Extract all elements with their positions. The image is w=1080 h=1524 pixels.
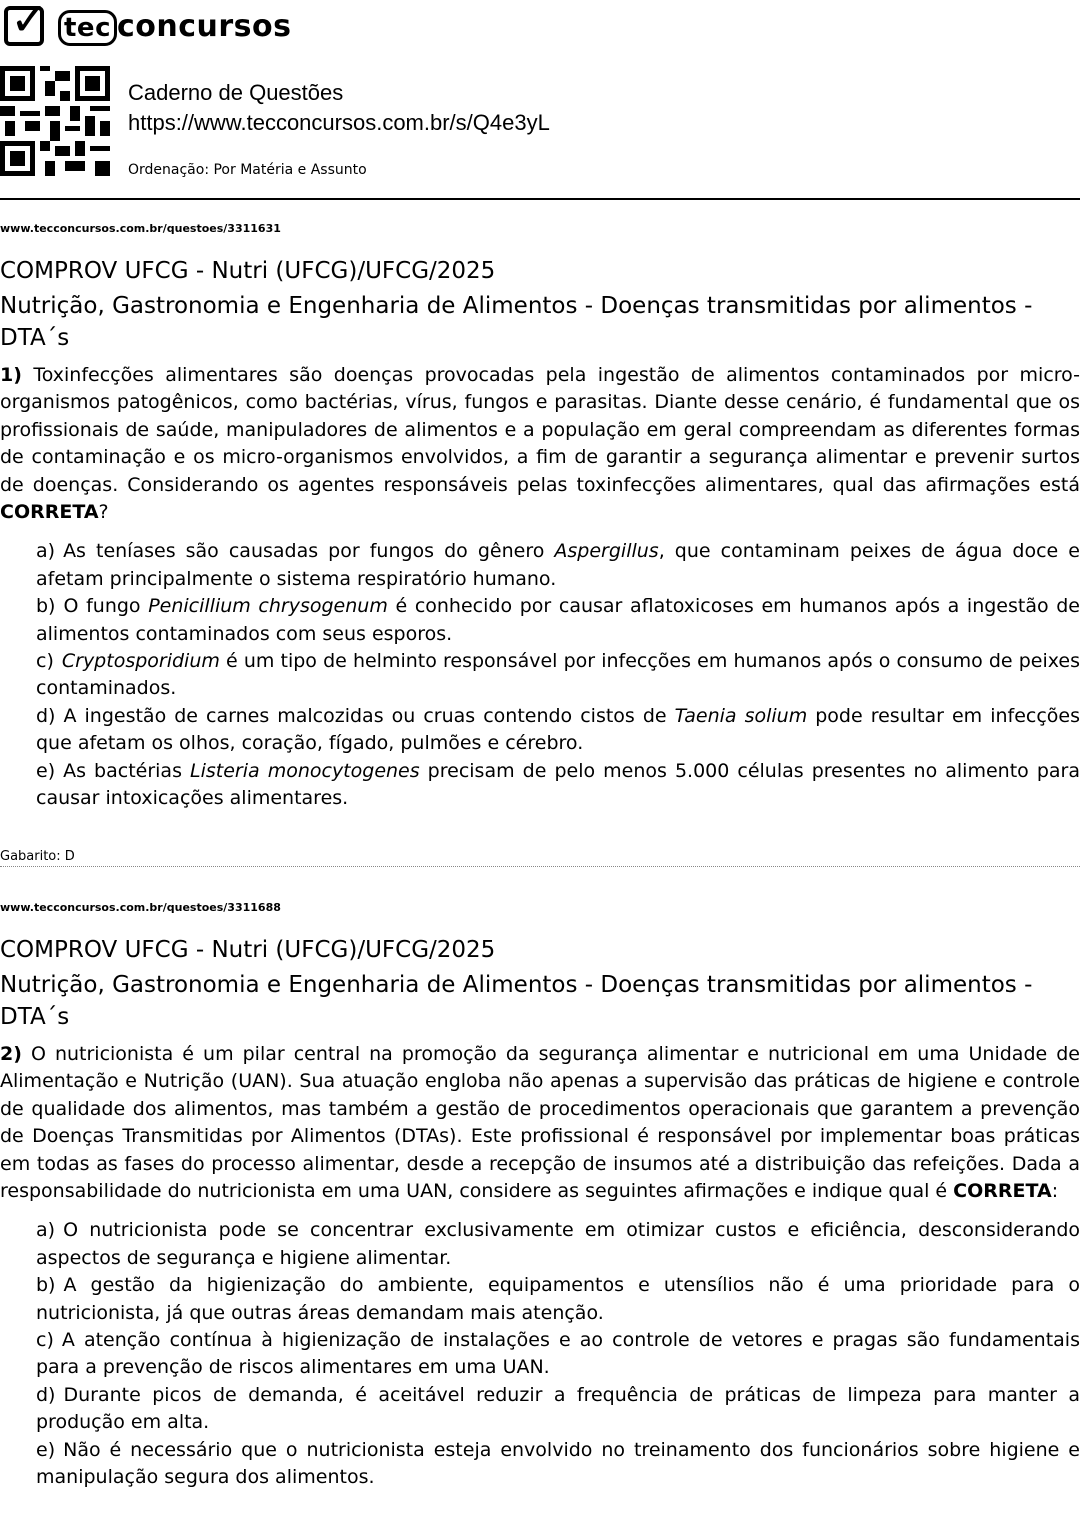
question-url[interactable]: www.tecconcursos.com.br/questoes/3311631 xyxy=(0,222,281,235)
answer-options xyxy=(36,1217,1080,1491)
answer-key: Gabarito: D xyxy=(0,849,1080,867)
option-b[interactable]: b) O fungo Penicillium chrysogenum é conhecido por causar aflatoxicoses em humanos após a ingestão de alimentos contaminados com seus esporos. xyxy=(36,595,1080,645)
option-a[interactable]: a) O nutricionista pode se concentrar exclusivamente em otimizar custos e eficiência, desconsiderando aspectos de segurança e higiene alimentar. xyxy=(36,1219,1080,1269)
option-d[interactable]: d) A ingestão de carnes malcozidas ou cruas contendo cistos de Taenia solium pode resultar em infecções que afetam os olhos, coração, fígado, pulmões e cérebro. xyxy=(36,704,1080,755)
notebook-title: Caderno de Questões xyxy=(128,80,344,105)
answer-options xyxy=(36,538,1080,812)
option-c[interactable]: c) Cryptosporidium é um tipo de helminto responsável por infecções em humanos após o consumo de peixes contaminados. xyxy=(36,650,1080,700)
option-e[interactable]: e) As bactérias Listeria monocytogenes precisam de pelo menos 5.000 células presentes no alimento para causar intoxicações alimentares. xyxy=(36,759,1080,810)
option-e[interactable]: e) Não é necessário que o nutricionista esteja envolvido no treinamento dos funcionários sobre higiene e manipulação segura dos alimentos. xyxy=(36,1438,1080,1489)
question-exam: COMPROV UFCG - Nutri (UFCG)/UFCG/2025 xyxy=(0,937,496,963)
question-statement: 2) O nutricionista é um pilar central na promoção da segurança alimentar e nutricional em uma Unidade de Alimentação e Nutrição (UAN). Sua atuação engloba não apenas a supervisão das práticas de higiene e controle de qualidade dos alimentos, mas também a gestão de procedimentos operacionais que garantem a prevenção de Doenças Transmitidas por Alimentos (DTAs). Este profissional é responsável por implementar boas práticas em todas as fases do processo alimentar, desde a recepção de insumos até a distribuição das refeições. Dada a responsabilidade do nutricionista em uma UAN, considere as seguintes afirmações e indique qual é CORRETA: xyxy=(0,1043,1080,1203)
option-d[interactable]: d) Durante picos de demanda, é aceitável reduzir a frequência de práticas de limpeza para manter a produção em alta. xyxy=(36,1383,1080,1434)
header-divider xyxy=(0,198,1080,200)
option-c[interactable]: c) A atenção contínua à higienização de instalações e ao controle de vetores e pragas são fundamentais para a prevenção de riscos alimentares em uma UAN. xyxy=(36,1329,1080,1379)
ordering-label: Ordenação: Por Matéria e Assunto xyxy=(128,162,367,178)
question-statement: 1) Toxinfecções alimentares são doenças provocadas pela ingestão de alimentos contaminados por micro-organismos patogênicos, como bactérias, vírus, fungos e parasitas. Diante desse cenário, é fundamental que os profissionais de saúde, manipuladores de alimentos e a população em geral compreendam as diferentes formas de contaminação e os micro-organismos envolvidos, a fim de garantir a segurança alimentar e prevenir surtos de doenças. Considerando os agentes responsáveis pelas toxinfecções alimentares, qual das afirmações está CORRETA? xyxy=(0,364,1080,524)
option-b[interactable]: b) A gestão da higienização do ambiente, equipamentos e utensílios não é uma prioridade para o nutricionista, já que outras áreas demandam mais atenção. xyxy=(36,1274,1080,1324)
option-a[interactable]: a) As teníases são causadas por fungos do gênero Aspergillus, que contaminam peixes de água doce e afetam principalmente o sistema respiratório humano. xyxy=(36,540,1080,590)
notebook-link[interactable]: https://www.tecconcursos.com.br/s/Q4e3yL xyxy=(128,110,550,135)
brand-logo xyxy=(4,0,292,46)
brand-name: tec concursos xyxy=(58,9,292,44)
question-subject: Nutrição, Gastronomia e Engenharia de Alimentos - Doenças transmitidas por alimentos - DTA´s xyxy=(0,972,1033,1030)
qr-code-icon xyxy=(0,66,110,176)
checkmark-icon: ✓ xyxy=(4,6,44,46)
question-exam: COMPROV UFCG - Nutri (UFCG)/UFCG/2025 xyxy=(0,258,496,284)
question-url[interactable]: www.tecconcursos.com.br/questoes/3311688 xyxy=(0,901,281,914)
question-2 xyxy=(0,901,1080,1492)
question-1 xyxy=(0,222,1080,867)
question-subject: Nutrição, Gastronomia e Engenharia de Alimentos - Doenças transmitidas por alimentos - DTA´s xyxy=(0,293,1033,351)
